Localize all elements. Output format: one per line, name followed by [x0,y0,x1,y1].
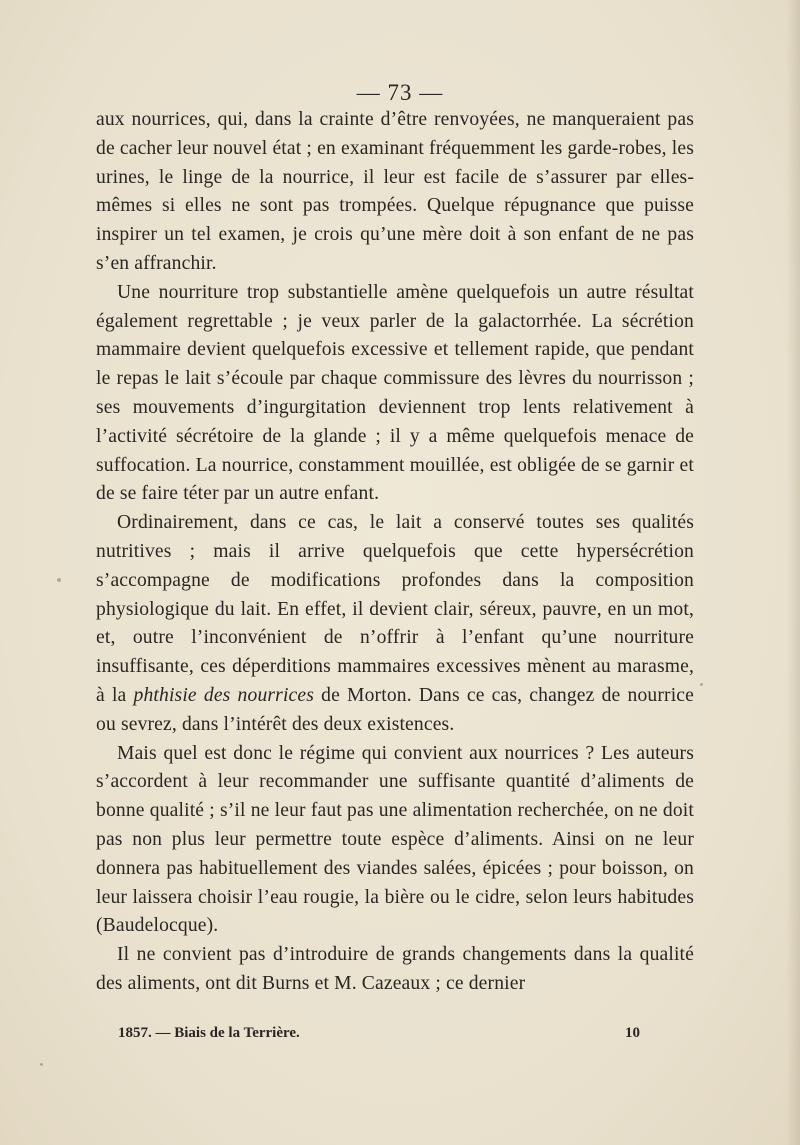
paper-speck [40,1063,43,1066]
page-number: — 73 — [356,80,444,105]
paragraph-5: Il ne convient pas d’introduire de grands changements dans la qualité des aliments, ont dit Burns et M. Cazeaux ; ce dernier [96,944,694,994]
paragraph-2: Une nourriture trop substantielle amène quelquefois un autre résultat également regrettable ; je veux parler de la galactorrhée. La sécrétion mammaire devient quelquefois excessive et tellement rapide, que pendant le repas le lait s’écoule par chaque commissure des lèvres du nourrisson ; ses mouvements d’ingurgitation deviennent trop lents relativement à l’activité sécrétoire de la glande ; il y a même quelquefois menace de suffocation. La nourrice, constamment mouillée, est obligée de se garnir et de se faire téter par un autre enfant. [96,281,694,505]
paragraph-1: aux nourrices, qui, dans la crainte d’être renvoyées, ne manqueraient pas de cacher leur nouvel état ; en examinant fréquemment les garde-robes, les urines, le linge de la nourrice, il leur est facile de s’assurer par elles-mêmes si elles ne sont pas trompées. Quelque répugnance que puisse inspirer un tel examen, je crois qu’une mère doit à son enfant de ne pas s’en affranchir. [96,109,694,274]
footer-sheet-number: 10 [625,1025,640,1041]
paragraph-3 [96,509,694,739]
paper-speck [700,683,703,686]
paper-speck [57,578,61,582]
footer-signature: 1857. — Biais de la Terrière. [118,1025,300,1041]
paragraph-3-text-before: Ordinairement, dans ce cas, le lait a conservé toutes ses qualités nutritives ; mais il arrive quelquefois que cette hypersécrétion s’accompagne de modifications profondes dans la composition physiologique du lait. En effet, il devient clair, séreux, pauvre, en un mot, et, outre l’inconvénient de n’offrir à l’enfant qu’une nourriture insuffisante, ces déperditions mammaires excessives mènent au marasme, à la [96,512,694,706]
paragraph-3-italic: phthisie des nourrices [133,684,315,706]
paragraph-4: Mais quel est donc le régime qui convient aux nourrices ? Les auteurs s’accordent à leur recommander une suffisante quantité d’aliments de bonne qualité ; s’il ne leur faut pas une alimentation recherchée, on ne doit pas non plus leur permettre toute espèce d’aliments. Ainsi on ne leur donnera pas habituellement des viandes salées, épicées ; pour boisson, on leur laissera choisir l’eau rougie, la bière ou le cidre, selon leurs habitudes (Baudelocque). [96,742,694,937]
paragraph-3-text-after: de Morton. Dans ce cas, changez de nourrice ou sevrez, dans l’intérêt des deux existences. [96,684,694,735]
page-edge-shadow [786,0,800,1145]
body-text [96,106,694,999]
